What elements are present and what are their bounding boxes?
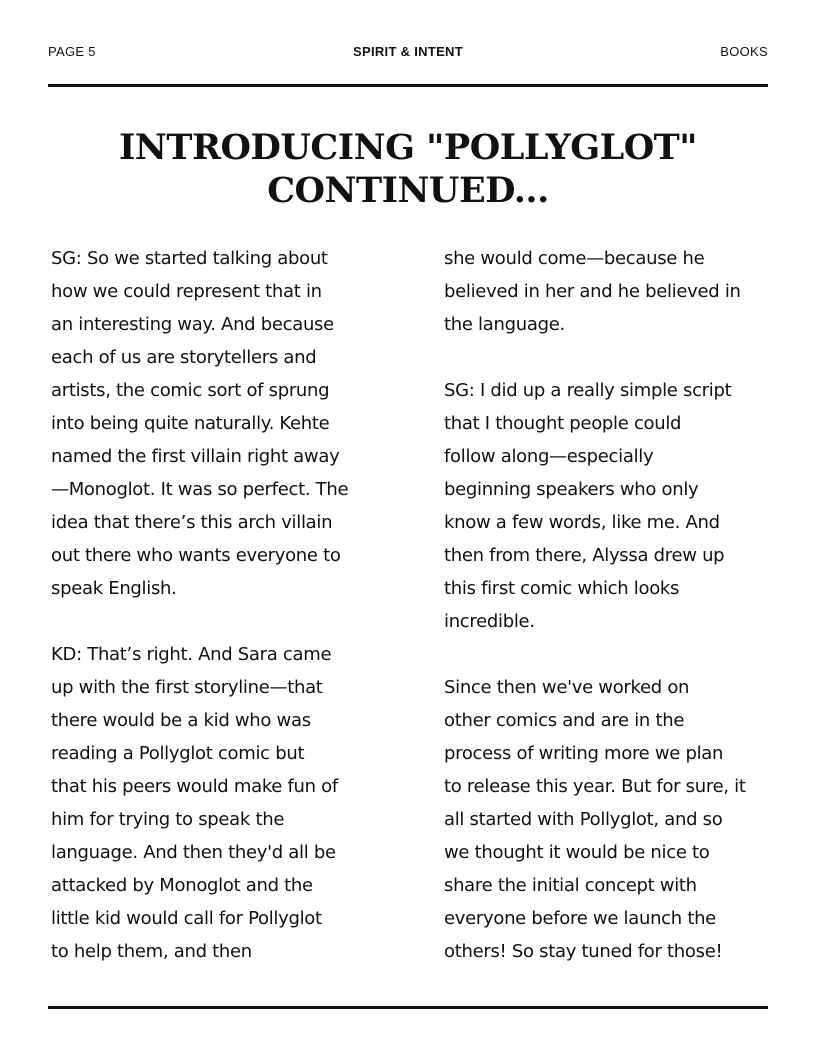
- text-line: reading a Pollyglot comic but: [51, 743, 305, 764]
- text-line: she would come—because he: [444, 248, 705, 269]
- text-line: an interesting way. And because: [51, 314, 334, 335]
- text-line: each of us are storytellers and: [51, 347, 317, 368]
- text-line: SG: So we started talking about: [51, 248, 328, 269]
- text-line: artists, the comic sort of sprung: [51, 380, 330, 401]
- text-line: then from there, Alyssa drew up: [444, 545, 725, 566]
- text-line: idea that there’s this arch villain: [51, 512, 333, 533]
- section-name: BOOKS: [720, 44, 768, 59]
- title-line-2: CONTINUED...: [267, 170, 549, 211]
- text-line: this first comic which looks: [444, 578, 680, 599]
- text-line: other comics and are in the: [444, 710, 685, 731]
- text-line: little kid would call for Pollyglot: [51, 908, 322, 929]
- text-line: others! So stay tuned for those!: [444, 941, 723, 962]
- text-line: to release this year. But for sure, it: [444, 776, 746, 797]
- title-line-1: INTRODUCING "POLLYGLOT": [119, 127, 697, 168]
- text-line: share the initial concept with: [444, 875, 697, 896]
- article-title: [48, 126, 768, 212]
- text-line: [51, 605, 391, 638]
- text-line: Since then we've worked on: [444, 677, 690, 698]
- text-line: that I thought people could: [444, 413, 682, 434]
- text-line: him for trying to speak the: [51, 809, 285, 830]
- text-line: [444, 638, 784, 671]
- text-line: attacked by Monoglot and the: [51, 875, 313, 896]
- text-line: to help them, and then: [51, 941, 252, 962]
- text-line: that his peers would make fun of: [51, 776, 338, 797]
- text-line: SG: I did up a really simple script: [444, 380, 732, 401]
- text-line: up with the first storyline—that: [51, 677, 323, 698]
- text-line: follow along—especially: [444, 446, 654, 467]
- right-text-column: [444, 242, 784, 968]
- text-line: language. And then they'd all be: [51, 842, 336, 863]
- text-line: we thought it would be nice to: [444, 842, 710, 863]
- text-line: into being quite naturally. Kehte: [51, 413, 330, 434]
- text-line: there would be a kid who was: [51, 710, 311, 731]
- publication-name: SPIRIT & INTENT: [353, 44, 463, 59]
- text-line: how we could represent that in: [51, 281, 322, 302]
- text-line: all started with Pollyglot, and so: [444, 809, 723, 830]
- text-line: incredible.: [444, 611, 535, 632]
- text-line: everyone before we launch the: [444, 908, 716, 929]
- text-line: speak English.: [51, 578, 177, 599]
- text-line: KD: That’s right. And Sara came: [51, 644, 332, 665]
- text-line: out there who wants everyone to: [51, 545, 341, 566]
- left-text-column: [51, 242, 391, 968]
- bottom-divider: [48, 1006, 768, 1009]
- text-line: beginning speakers who only: [444, 479, 699, 500]
- text-line: —Monoglot. It was so perfect. The: [51, 479, 349, 500]
- top-divider: [48, 84, 768, 87]
- text-line: know a few words, like me. And: [444, 512, 720, 533]
- text-line: [444, 341, 784, 374]
- text-line: process of writing more we plan: [444, 743, 724, 764]
- page-number: PAGE 5: [48, 44, 96, 59]
- text-line: the language.: [444, 314, 565, 335]
- text-line: believed in her and he believed in: [444, 281, 741, 302]
- text-line: named the first villain right away: [51, 446, 340, 467]
